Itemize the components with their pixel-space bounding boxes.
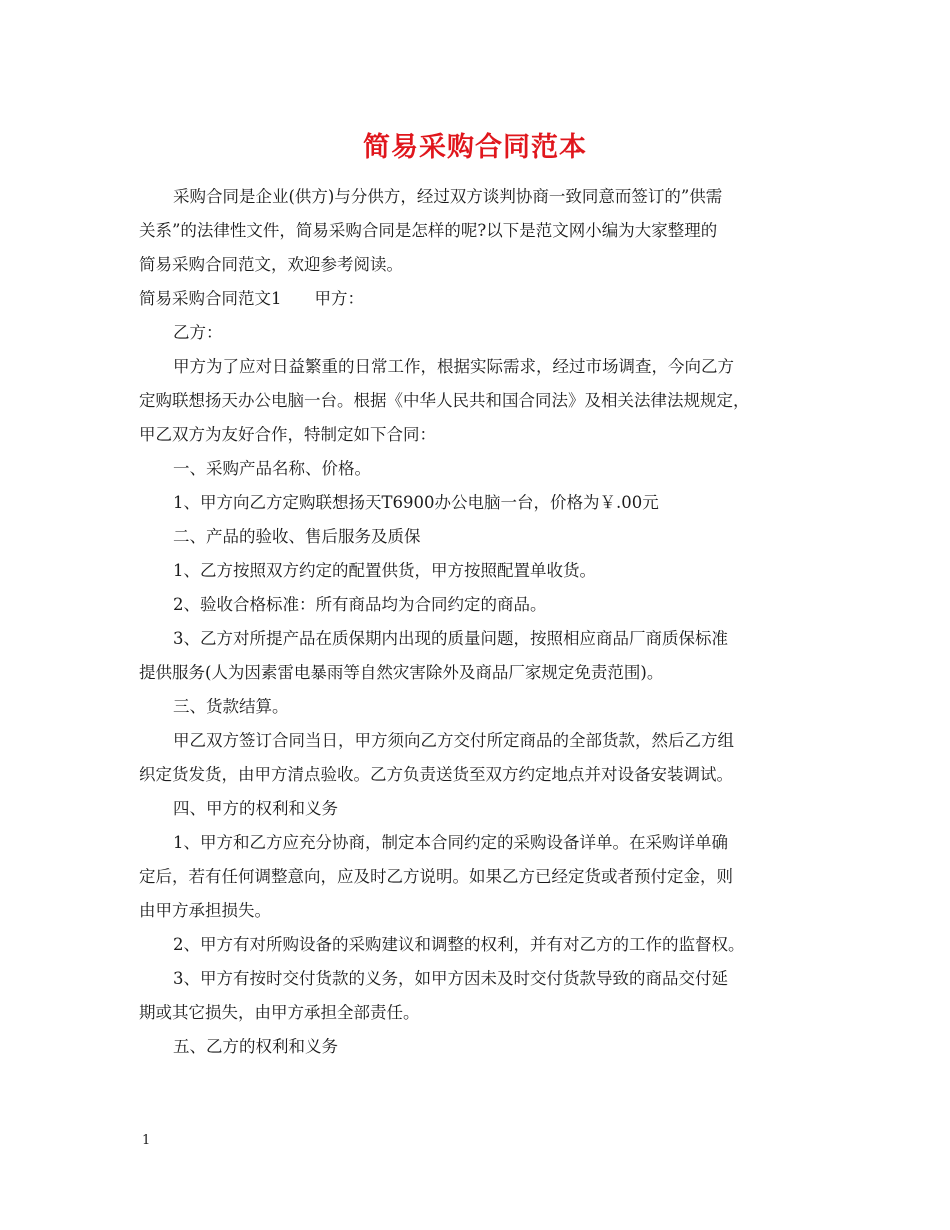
body-line: 2、甲方有对所购设备的采购建议和调整的权利，并有对乙方的工作的监督权。 bbox=[173, 935, 745, 954]
body-line: 1、甲方和乙方应充分协商，制定本合同约定的采购设备详单。在采购详单确 bbox=[173, 833, 728, 852]
body-line: 提供服务(人为因素雷电暴雨等自然灾害除外及商品厂家规定免责范围)。 bbox=[139, 663, 664, 682]
body-line: 甲方为了应对日益繁重的日常工作，根据实际需求，经过市场调查，今向乙方 bbox=[173, 357, 734, 376]
body-line: 四、甲方的权利和义务 bbox=[173, 799, 338, 818]
body-line: 期或其它损失，由甲方承担全部责任。 bbox=[139, 1003, 420, 1022]
body-line: 甲乙双方签订合同当日，甲方须向乙方交付所定商品的全部货款，然后乙方组 bbox=[173, 731, 734, 750]
body-line: 一、采购产品名称、价格。 bbox=[173, 459, 371, 478]
body-line: 定后，若有任何调整意向，应及时乙方说明。如果乙方已经定货或者预付定金，则 bbox=[139, 867, 733, 886]
body-line: 乙方： bbox=[173, 323, 223, 342]
body-line: 3、甲方有按时交付货款的义务，如甲方因未及时交付货款导致的商品交付延 bbox=[173, 969, 728, 988]
body-line: 采购合同是企业(供方)与分供方，经过双方谈判协商一致同意而签订的”供需 bbox=[173, 187, 723, 206]
body-line: 三、货款结算。 bbox=[173, 697, 289, 716]
body-line: 甲乙双方为友好合作，特制定如下合同： bbox=[139, 425, 436, 444]
body-line: 简易采购合同范文1 甲方： bbox=[139, 289, 364, 308]
body-line: 3、乙方对所提产品在质保期内出现的质量问题，按照相应商品厂商质保标准 bbox=[173, 629, 728, 648]
body-line: 由甲方承担损失。 bbox=[139, 901, 271, 920]
body-line: 定购联想扬天办公电脑一台。根据《中华人民共和国合同法》及相关法律法规规定， bbox=[139, 391, 750, 410]
body-line: 五、乙方的权利和义务 bbox=[173, 1037, 338, 1056]
body-line: 简易采购合同范文，欢迎参考阅读。 bbox=[139, 255, 403, 274]
document-body bbox=[139, 180, 829, 1064]
body-line: 织定货发货，由甲方清点验收。乙方负责送货至双方约定地点并对设备安装调试。 bbox=[139, 765, 733, 784]
page-number: 1 bbox=[142, 1133, 151, 1148]
body-line: 关系”的法律性文件，简易采购合同是怎样的呢?以下是范文网小编为大家整理的 bbox=[139, 221, 718, 240]
document-title: 简易采购合同范本 bbox=[363, 132, 587, 163]
body-line: 1、甲方向乙方定购联想扬天T6900办公电脑一台，价格为￥.00元 bbox=[173, 493, 659, 512]
body-line: 1、乙方按照双方约定的配置供货，甲方按照配置单收货。 bbox=[173, 561, 596, 580]
body-line: 二、产品的验收、售后服务及质保 bbox=[173, 527, 421, 546]
body-line: 2、验收合格标准：所有商品均为合同约定的商品。 bbox=[173, 595, 547, 614]
